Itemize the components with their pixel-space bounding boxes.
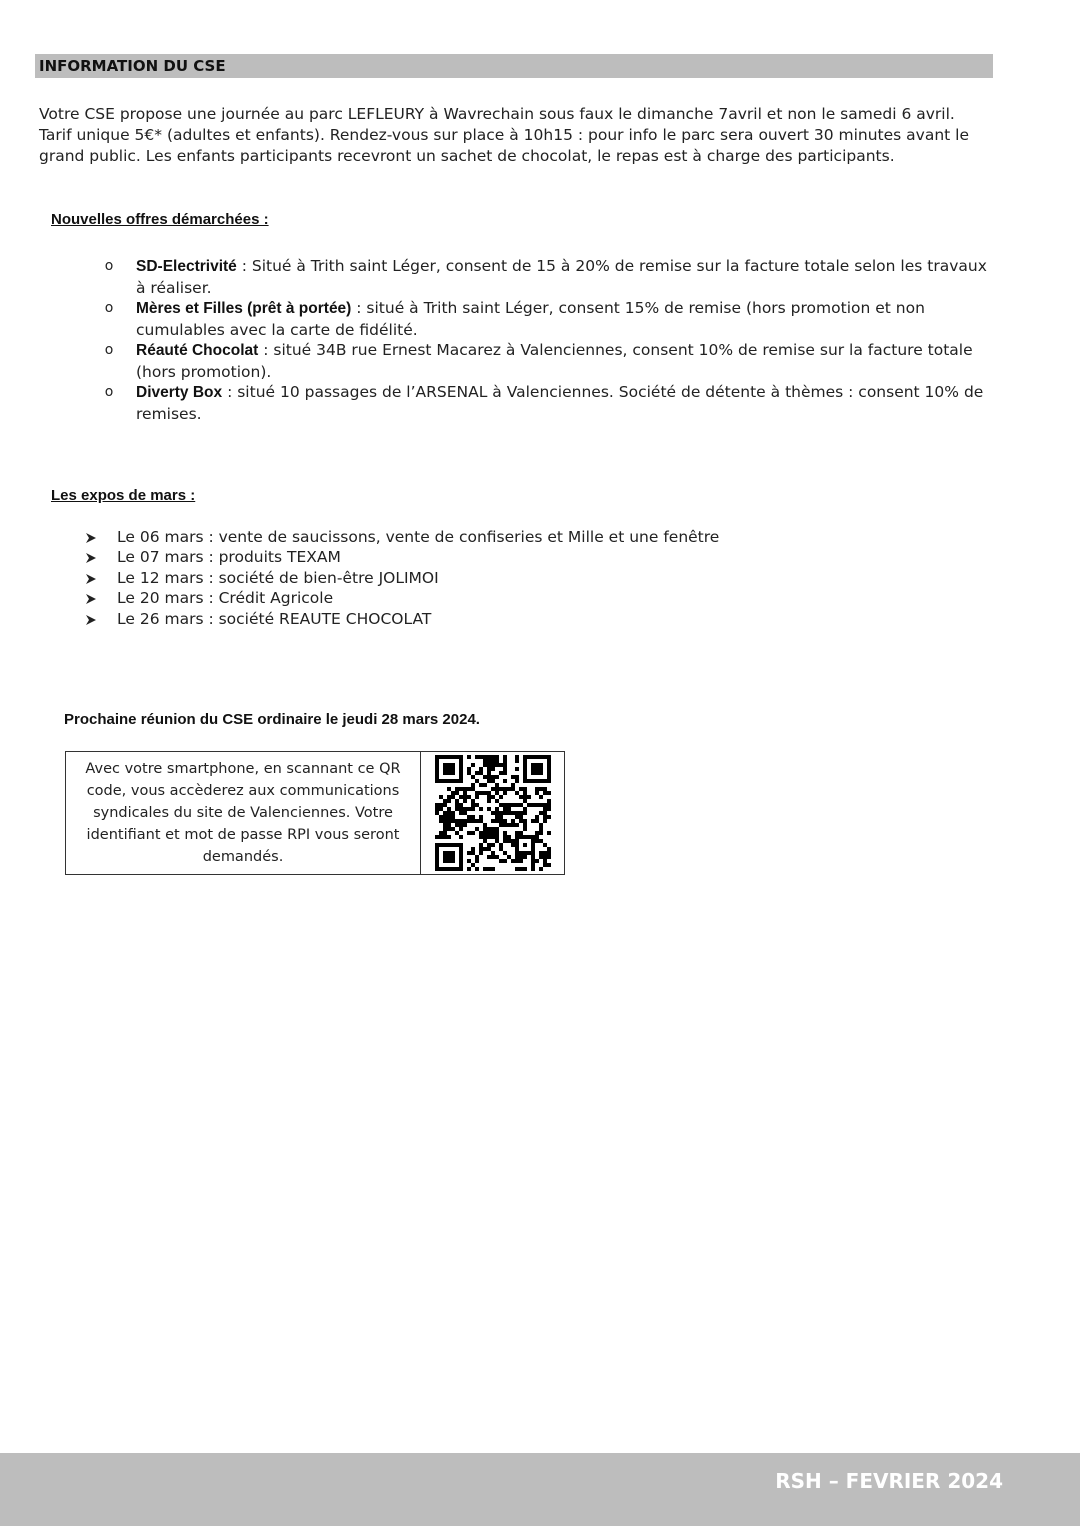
expos-title: Les expos de mars : (51, 487, 196, 504)
expo-item (84, 609, 719, 629)
expos-list (84, 527, 719, 629)
next-meeting-notice: Prochaine réunion du CSE ordinaire le jeudi 28 mars 2024. (64, 711, 480, 728)
offer-name: Mères et Filles (prêt à portée) (136, 300, 352, 317)
expo-item (84, 547, 719, 567)
offers-list (102, 256, 992, 424)
offer-description: : situé à Trith saint Léger, consent 15% de remise (hors promotion et non cumulables avec la carte de fidélité. (136, 299, 925, 339)
offer-item (102, 340, 992, 382)
offer-name: SD-Electrivité (136, 258, 237, 275)
offer-description: : Situé à Trith saint Léger, consent de 15 à 20% de remise sur la facture totale selon les travaux à réaliser. (136, 257, 987, 297)
section-header-bar (35, 54, 993, 78)
circle-bullet-icon: o (104, 300, 114, 316)
expo-item (84, 588, 719, 608)
section-header-title: INFORMATION DU CSE (39, 57, 226, 75)
offer-item (102, 382, 992, 424)
arrow-bullet-icon (86, 553, 96, 563)
offer-item (102, 298, 992, 340)
offer-name: Réauté Chocolat (136, 342, 259, 359)
expo-item (84, 527, 719, 547)
offer-name: Diverty Box (136, 384, 223, 401)
qr-instructions: Avec votre smartphone, en scannant ce QR code, vous accèderez aux communications syndicales du site de Valenciennes. Votre identifiant et mot de passe RPI vous seront demandés. (66, 752, 421, 874)
qr-code-cell (421, 752, 564, 874)
footer-label: RSH – FEVRIER 2024 (775, 1469, 1003, 1493)
expo-text: Le 06 mars : vente de saucissons, vente de confiseries et Mille et une fenêtre (117, 528, 720, 546)
circle-bullet-icon: o (104, 342, 114, 358)
intro-paragraph: Votre CSE propose une journée au parc LEFLEURY à Wavrechain sous faux le dimanche 7avril et non le samedi 6 avril. Tarif unique 5€* (adultes et enfants). Rendez-vous sur place à 10h15 : pour info le parc sera ouvert 30 minutes avant le grand public. Les enfants participants recevront un sachet de chocolat, le repas est à charge des participants. (39, 105, 969, 165)
arrow-bullet-icon (86, 533, 96, 543)
arrow-bullet-icon (86, 574, 96, 584)
expo-text: Le 26 mars : société REAUTE CHOCOLAT (117, 609, 432, 628)
qr-code-icon[interactable] (435, 755, 551, 871)
circle-bullet-icon: o (104, 258, 114, 274)
page-footer (0, 1453, 1080, 1526)
expo-text: Le 07 mars : produits TEXAM (117, 548, 341, 567)
offers-title: Nouvelles offres démarchées : (51, 211, 269, 228)
expo-text: Le 20 mars : Crédit Agricole (117, 589, 334, 608)
arrow-bullet-icon (86, 615, 96, 625)
offer-item (102, 256, 992, 298)
qr-info-table (65, 751, 565, 875)
expo-item (84, 568, 719, 588)
expo-text: Le 12 mars : société de bien-être JOLIMOI (117, 568, 439, 587)
offer-description: : situé 34B rue Ernest Macarez à Valenciennes, consent 10% de remise sur la facture totale (hors promotion). (136, 341, 973, 381)
offer-description: : situé 10 passages de l’ARSENAL à Valenciennes. Société de détente à thèmes : consent 10% de remises. (136, 383, 984, 423)
arrow-bullet-icon (86, 594, 96, 604)
circle-bullet-icon: o (104, 384, 114, 400)
